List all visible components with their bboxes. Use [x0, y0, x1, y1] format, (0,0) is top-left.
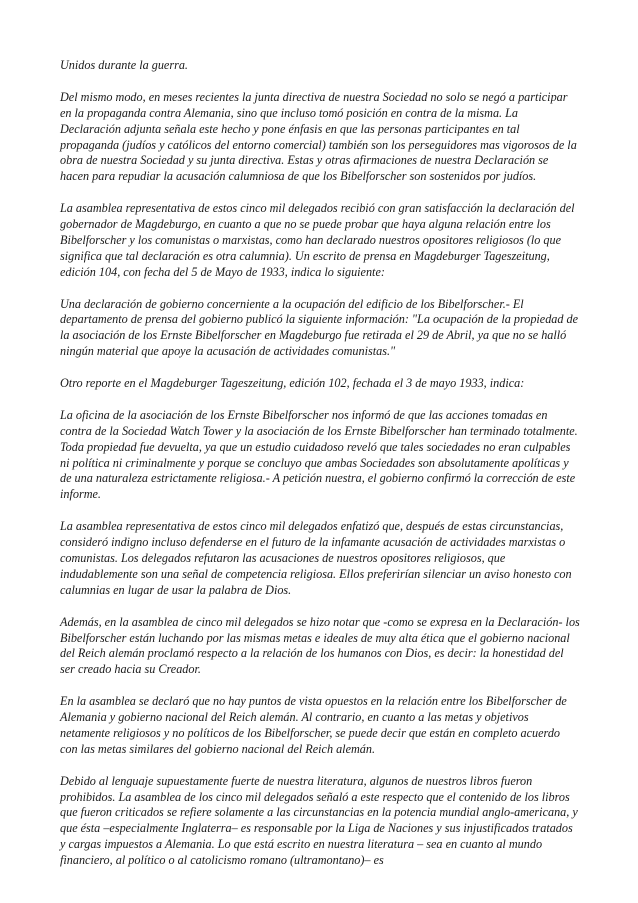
paragraph-2: Del mismo modo, en meses recientes la junta directiva de nuestra Sociedad no solo se negó a participar en la propaganda contra Alemania, sino que incluso tomó posición en contra de la misma. La Declaración adjunta señala este hecho y pone énfasis en que las personas participantes en tal propaganda (judíos y católicos del entorno comercial) también son los perseguidores mas vigorosos de la obra de nuestra Sociedad y su junta directiva. Estas y otras afirmaciones de nuestra Declaración se hacen para repudiar la acusación calumniosa de que los Bibelforscher son sostenidos por judíos.	[60, 89, 577, 184]
paragraph-5: Otro reporte en el Magdeburger Tageszeitung, edición 102, fechada el 3 de mayo 1933, indica:	[60, 376, 525, 391]
paragraph-4: Una declaración de gobierno concerniente a la ocupación del edificio de los Bibelforscher.- El departamento de prensa del gobierno publicó la siguiente información: "La ocupación de la propiedad de la asociación de los Ernste Bibelforscher en Magdeburgo fue retirada el 29 de Abril, ya que no se halló ningún material que apoye la acusación de actividades comunistas."	[60, 296, 579, 359]
paragraph-1: Unidos durante la guerra.	[60, 58, 188, 72]
paragraph-8: Además, en la asamblea de cinco mil delegados se hizo notar que -como se expresa en la Declaración- los Bibelforscher están luchando por las mismas metas e ideales de muy alta ética que el gobierno nacional del Reich alemán proclamó respecto a la relación de los humanos con Dios, es decir: la honestidad del ser creado hacia su Creador.	[60, 614, 580, 677]
paragraph-10: Debido al lenguaje supuestamente fuerte de nuestra literatura, algunos de nuestros libros fueron prohibidos. La asamblea de los cinco mil delegados señaló a este respecto que el contenido de los libros que fueron criticados se refiere solamente a las circunstancias en la potencia mundial anglo-americana, y que ésta –especialmente Inglaterra– es responsable por la Liga de Naciones y sus injustificados tratados y cargas impuestos a Alemania. Lo que está escrito en nuestra literatura – sea en cuanto al mundo financiero, al político o al catolicismo romano (ultramontano)– es	[60, 773, 578, 868]
document-page	[60, 58, 580, 885]
paragraph-7: La asamblea representativa de estos cinco mil delegados enfatizó que, después de estas circunstancias, consideró indigno incluso defenderse en el futuro de la infamante acusación de actividades marxistas o comunistas. Los delegados refutaron las acusaciones de nuestros opositores religiosos, que indudablemente son una señal de competencia religiosa. Ellos preferirían silenciar un aviso honesto con calumnias en lugar de usar la palabra de Dios.	[60, 519, 572, 597]
paragraph-9: En la asamblea se declaró que no hay puntos de vista opuestos en la relación entre los Bibelforscher de Alemania y gobierno nacional del Reich alemán. Al contrario, en cuanto a las metas y objetivos netamente religiosos y no políticos de los Bibelforscher, se puede decir que están en completo acuerdo con las metas similares del gobierno nacional del Reich alemán.	[60, 694, 567, 756]
paragraph-6: La oficina de la asociación de los Ernste Bibelforscher nos informó de que las acciones tomadas en contra de la Sociedad Watch Tower y la asociación de los Ernste Bibelforscher han terminado totalmente. Toda propiedad fue devuelta, ya que un estudio cuidadoso reveló que tales sociedades no eran culpables ni política ni criminalmente y porque se concluyo que ambas Sociedades son absolutamente apolíticas y de una naturaleza estrictamente religiosa.- A petición nuestra, el gobierno confirmó la corrección de este informe.	[60, 407, 578, 502]
paragraph-3: La asamblea representativa de estos cinco mil delegados recibió con gran satisfacción la declaración del gobernador de Magdeburgo, en cuanto a que no se puede probar que haya alguna relación entre los Bibelforscher y los comunistas o marxistas, como han declarado nuestros opositores religiosos (lo que significa que tal declaración es otra calumnia). Un escrito de prensa en Magdeburger Tageszeitung, edición 104, con fecha del 5 de Mayo de 1933, indica lo siguiente:	[60, 201, 575, 279]
